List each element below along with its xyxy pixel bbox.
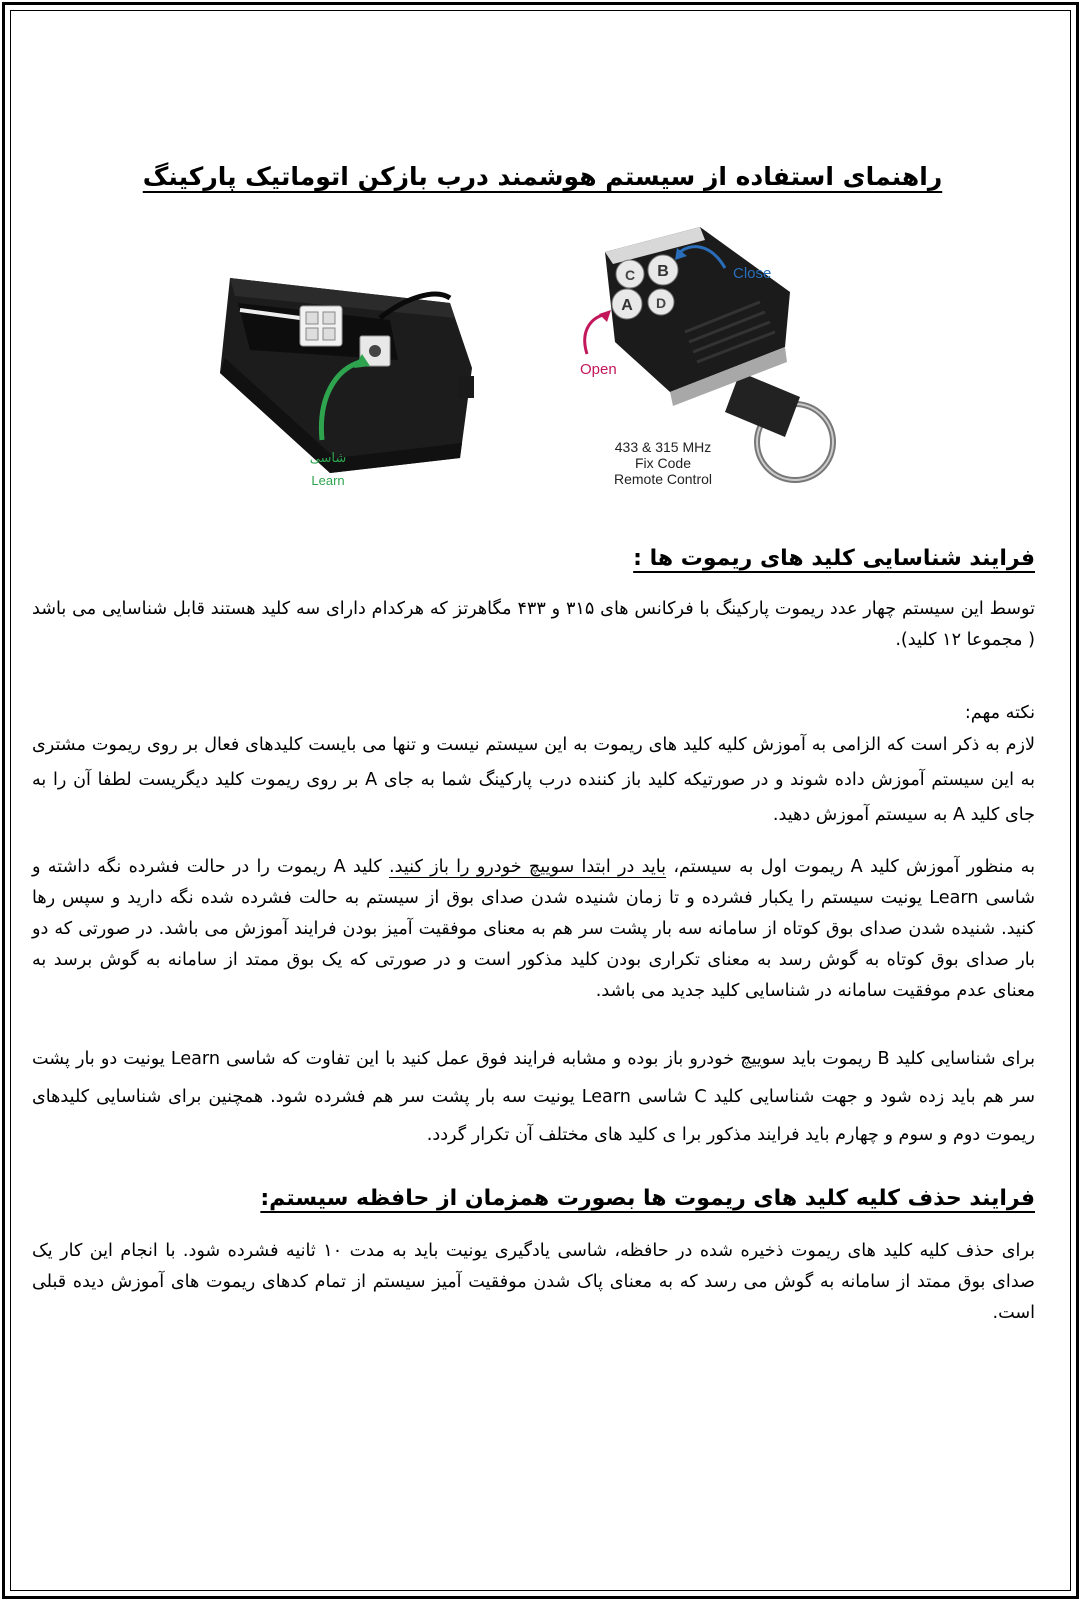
note-body: لازم به ذکر است که الزامی به آموزش کلیه کلید های ریموت به این سیستم نیست و تنها می بایست کلیدهای فعال بر روی ریموت مشتری به این سیستم آموزش داده شوند و در صورتیکه کلید باز کننده درب پارکینگ شما به جای A بر روی ریموت کلید دیگریست لطفا آن را به جای کلید A به سیستم آموزش دهید. [32, 735, 1035, 825]
section2-body: برای حذف کلیه کلید های ریموت ذخیره شده در حافظه، شاسی یادگیری یونیت باید به مدت ۱۰ ثانیه فشرده شود. با انجام این کار یک صدای بوق ممتد از سامانه به گوش می رسد که به معنای پاک شدن موفقیت آمیز سیستم از تمام کدهای ریموت های آموزش دیده قبلی است. [32, 1241, 1035, 1323]
remote-button-c-label: C [624, 267, 636, 283]
page-title: راهنمای استفاده از سیستم هوشمند درب بازکن اتوماتیک پارکینگ [142, 162, 943, 191]
remote-control-figure [575, 222, 865, 507]
section1-intro: توسط این سیستم چهار عدد ریموت پارکینگ با فرکانس های ۳۱۵ و ۴۳۳ مگاهرتز که هرکدام دارای سه کلید هستند قابل شناسایی می باشد ( مجموعا ۱۲ کلید). [32, 599, 1036, 650]
remote-button-b-label: B [657, 263, 669, 280]
remote-caption-line2: Fix Code [634, 455, 692, 471]
learn-label-fa: شاسی [309, 451, 347, 466]
step-b-paragraph: برای شناسایی کلید B ریموت باید سوییچ خودرو باز بوده و مشابه فرایند فوق عمل کنید با این تفاوت که شاسی Learn یونیت دو بار پشت سر هم باید زده شود و جهت شناسایی کلید C شاسی Learn یونیت سه بار پشت سر هم فشرده شود. همچنین برای شناسایی کلیدهای ریموت دوم و سوم و چهارم باید فرایند مذکور برا ی کلید های مختلف آن تکرار گردد. [32, 1049, 1035, 1145]
remote-button-a-label: A [621, 297, 633, 314]
close-label: Close [733, 265, 772, 282]
open-label: Open [580, 361, 617, 378]
step-a-start: به منظور آموزش کلید A ریموت اول به سیستم، [673, 857, 1035, 877]
note-label: نکته مهم: [964, 703, 1035, 723]
step-a-underlined: باید در ابتدا سوییچ خودرو را باز کنید. [389, 857, 667, 877]
step-a-rest: کلید A ریموت را در حالت فشرده نگه داشته و شاسی Learn یونیت سیستم را یکبار فشرده و تا زمان شنیده شدن صدای بوق از سیستم به حالت فشرده شده نگه دارید و سپس رها کنید. شنیده شدن صدای بوق کوتاه از سامانه سه بار پشت سر هم به معنای موفقیت آمیز بودن فرایند آموزش می باشد. در صورتی که دو بار صدای بوق کوتاه به گوش رسد به معنای تکراری بودن کلید مذکور است و در صورتی که یک بوق ممتد از سامانه به گوش برسد به معنای عدم موفقیت سامانه در شناسایی کلید جدید می باشد. [32, 857, 1035, 1001]
step-a-paragraph [32, 852, 1035, 1007]
learn-label-en: Learn [311, 473, 345, 488]
remote-button-d-label: D [655, 295, 667, 311]
remote-caption-line3: Remote Control [613, 471, 713, 487]
section2-heading: فرایند حذف کلیه کلید های ریموت ها بصورت همزمان از حافظه سیستم: [260, 1186, 1035, 1211]
section1-heading: فرایند شناسایی کلید های ریموت ها : [633, 546, 1035, 571]
remote-caption-line1: 433 & 315 MHz [614, 439, 712, 455]
receiver-unit-figure [210, 258, 485, 498]
